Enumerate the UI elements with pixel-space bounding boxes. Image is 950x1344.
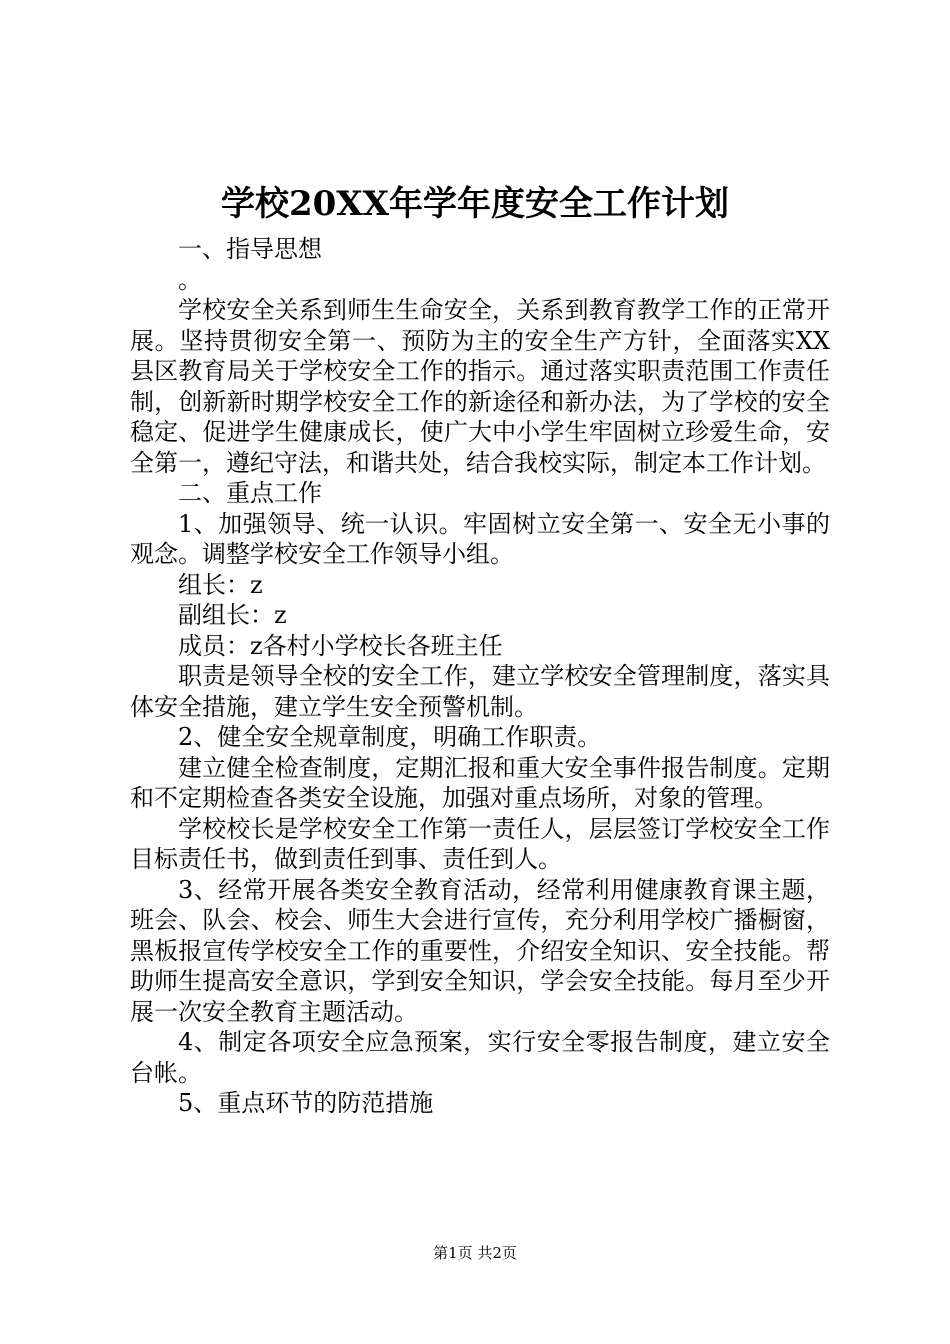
paragraph: 学校校长是学校安全工作第一责任人，层层签订学校安全工作目标责任书，做到责任到事、责任到人。 <box>130 814 830 873</box>
paragraph: 2、健全安全规章制度，明确工作职责。 <box>178 723 602 751</box>
page-number-footer: 第1页 共2页 <box>433 1244 517 1262</box>
paragraph: 职责是领导全校的安全工作，建立学校安全管理制度，落实具体安全措施，建立学生安全预警机制。 <box>130 662 830 721</box>
document-title: 学校20XX年学年度安全工作计划 <box>220 184 730 224</box>
paragraph: 5、重点环节的防范措施 <box>178 1089 434 1117</box>
paragraph: 4、制定各项安全应急预案，实行安全零报告制度，建立安全台帐。 <box>130 1028 830 1087</box>
paragraph: 组长：z <box>178 570 263 599</box>
paragraph: 成员：z各村小学校长各班主任 <box>178 631 503 660</box>
document-body <box>130 234 830 1119</box>
paragraph: 学校安全关系到师生生命安全，关系到教育教学工作的正常开展。坚持贯彻安全第一、预防为主的安全生产方针，全面落实XX县区教育局关于学校安全工作的指示。通过落实职责范围工作责任制，创新新时期学校安全工作的新途径和新办法，为了学校的安全稳定、促进学生健康成长，使广大中小学生牢固树立珍爱生命，安全第一，遵纪守法，和谐共处，结合我校实际，制定本工作计划。 <box>130 296 830 477</box>
paragraph: 3、经常开展各类安全教育活动，经常利用健康教育课主题，班会、队会、校会、师生大会进行宣传，充分利用学校广播橱窗，黑板报宣传学校安全工作的重要性，介绍安全知识、安全技能。帮助师生提高安全意识，学到安全知识，学会安全技能。每月至少开展一次安全教育主题活动。 <box>130 875 830 1026</box>
paragraph: 1、加强领导、统一认识。牢固树立安全第一、安全无小事的观念。调整学校安全工作领导小组。 <box>130 509 830 568</box>
paragraph: 建立健全检查制度，定期汇报和重大安全事件报告制度。定期和不定期检查各类安全设施，加强对重点场所，对象的管理。 <box>130 753 830 812</box>
paragraph: 副组长：z <box>178 601 287 629</box>
section-heading-guiding-ideology: 一、指导思想 <box>178 235 322 263</box>
section-heading-key-work: 二、重点工作 <box>178 479 322 507</box>
paragraph: 。 <box>178 265 202 294</box>
